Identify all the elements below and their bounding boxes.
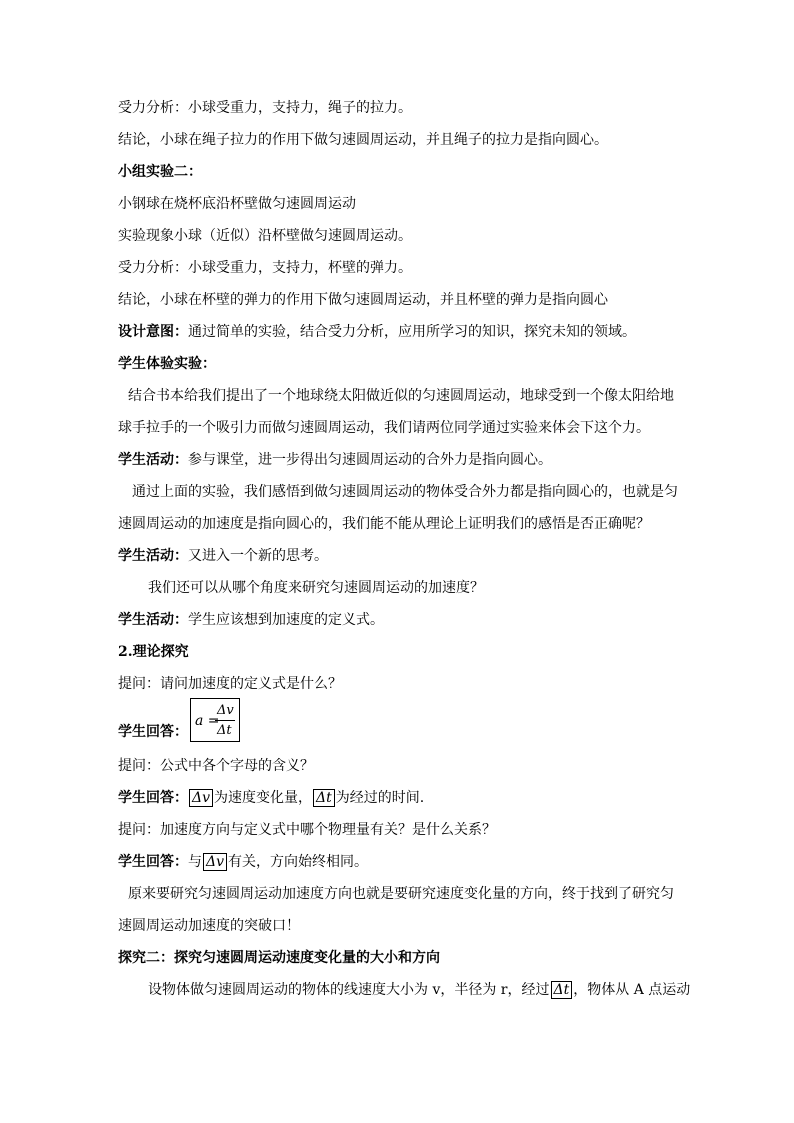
text-line: 提问：请问加速度的定义式是什么？ xyxy=(118,676,342,692)
section-heading: 小组实验二： xyxy=(118,164,202,180)
text-line xyxy=(148,980,690,1000)
text-line xyxy=(118,852,368,872)
text-line: 提问：加速度方向与定义式中哪个物理量有关？是什么关系？ xyxy=(118,822,496,838)
text-line xyxy=(118,546,328,566)
text-line: 我们还可以从哪个角度来研究匀速圆周运动的加速度？ xyxy=(148,580,484,596)
label: 学生回答： xyxy=(118,790,188,806)
label: 学生回答： xyxy=(118,854,188,870)
text: 为经过的时间. xyxy=(335,790,425,806)
text: 有关，方向始终相同。 xyxy=(228,854,369,870)
text-line: 通过上面的实验，我们感悟到做匀速圆周运动的物体受合外力都是指向圆心的，也就是匀 xyxy=(132,484,678,500)
label: 学生活动： xyxy=(118,452,188,468)
text-line: 速圆周运动加速度的突破口！ xyxy=(118,918,300,934)
text: 与 xyxy=(188,854,202,870)
text: ，物体从 A 点运动 xyxy=(573,982,691,998)
text-line: 受力分析：小球受重力，支持力，杯壁的弹力。 xyxy=(118,260,412,276)
label: 学生活动： xyxy=(118,612,188,628)
delta-v-box: Δv xyxy=(203,853,227,871)
section-heading: 学生体验实验： xyxy=(118,356,216,372)
text-line xyxy=(118,450,552,470)
label: 设计意图： xyxy=(118,324,188,340)
text-line: 实验现象小球（近似）沿杯壁做匀速圆周运动。 xyxy=(118,228,412,244)
text-line: 速圆周运动的加速度是指向圆心的，我们能不能从理论上证明我们的感悟是否正确呢？ xyxy=(118,516,650,532)
acceleration-formula xyxy=(190,698,240,742)
section-heading: 探究二：探究匀速圆周运动速度变化量的大小和方向 xyxy=(118,950,440,966)
text: 通过简单的实验，结合受力分析，应用所学习的知识，探究未知的领域。 xyxy=(188,324,636,340)
delta-t-box: Δt xyxy=(313,789,335,807)
formula-numerator: Δv xyxy=(217,703,234,718)
label: 学生回答： xyxy=(118,724,188,740)
delta-v-box: Δv xyxy=(189,789,213,807)
text: 学生应该想到加速度的定义式。 xyxy=(188,612,384,628)
text: 设物体做匀速圆周运动的物体的线速度大小为 v，半径为 r，经过 xyxy=(148,982,550,998)
text-line: 原来要研究匀速圆周运动加速度方向也就是要研究速度变化量的方向，终于找到了研究匀 xyxy=(128,886,674,902)
label: 学生活动： xyxy=(118,548,188,564)
answer-with-formula xyxy=(118,698,318,744)
text-line: 结合书本给我们提出了一个地球绕太阳做近似的匀速圆周运动，地球受到一个像太阳给地 xyxy=(128,388,674,404)
text-line: 结论，小球在杯壁的弹力的作用下做匀速圆周运动，并且杯壁的弹力是指向圆心 xyxy=(118,292,608,308)
text: 参与课堂，进一步得出匀速圆周运动的合外力是指向圆心。 xyxy=(188,452,552,468)
section-heading: 2.理论探究 xyxy=(118,644,189,660)
text: 又进入一个新的思考。 xyxy=(188,548,328,564)
text-line xyxy=(118,610,384,630)
text-line: 小钢球在烧杯底沿杯壁做匀速圆周运动 xyxy=(118,196,356,212)
text-line: 受力分析：小球受重力，支持力，绳子的拉力。 xyxy=(118,100,412,116)
text-line xyxy=(118,322,636,342)
formula-lhs: a = xyxy=(195,713,220,729)
text-line xyxy=(118,788,424,808)
formula-denominator: Δt xyxy=(217,723,232,738)
text-line: 结论，小球在绳子拉力的作用下做匀速圆周运动，并且绳子的拉力是指向圆心。 xyxy=(118,132,608,148)
text-line: 提问：公式中各个字母的含义？ xyxy=(118,758,314,774)
delta-t-box: Δt xyxy=(551,981,573,999)
text-line: 球手拉手的一个吸引力而做匀速圆周运动，我们请两位同学通过实验来体会下这个力。 xyxy=(118,420,650,436)
text: 为速度变化量， xyxy=(214,790,313,806)
